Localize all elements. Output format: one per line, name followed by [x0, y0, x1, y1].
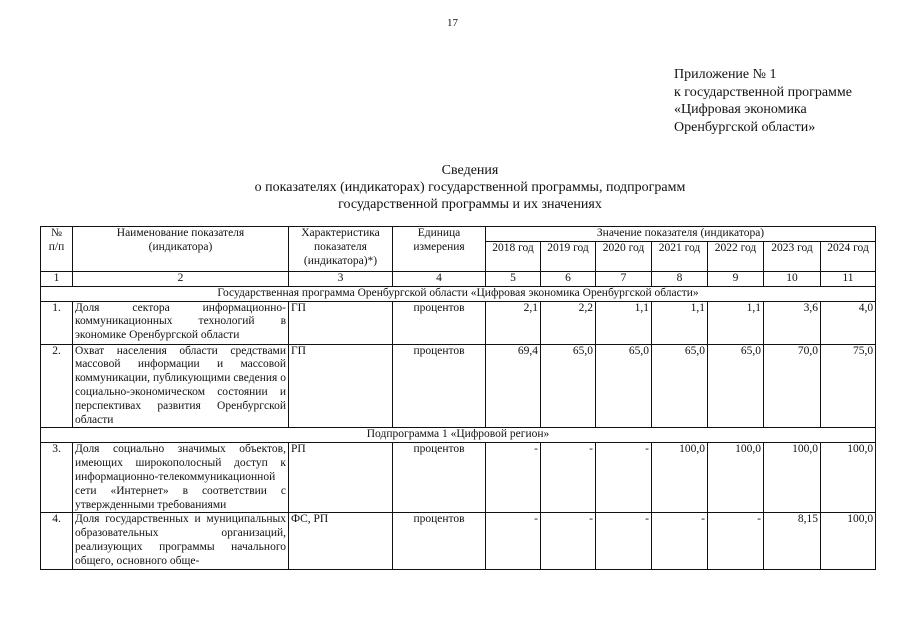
- row-unit: процентов: [393, 513, 486, 569]
- section-program-title: Государственная программа Оренбургской области «Цифровая экономика Оренбургской области»: [41, 286, 876, 301]
- column-number: 1: [41, 271, 73, 286]
- row-unit: процентов: [393, 344, 486, 428]
- row-indicator-name: Охват населения области средствами массовой информации и массовой коммуникации, публикующими сведения о социально-экономическом состоянии и перспективах развития Оренбургской области: [73, 344, 289, 428]
- header-year: 2019 год: [541, 241, 596, 271]
- row-value: -: [541, 513, 596, 569]
- column-number: 6: [541, 271, 596, 286]
- row-value: 69,4: [486, 344, 541, 428]
- row-number: 2.: [41, 344, 73, 428]
- row-value: 65,0: [541, 344, 596, 428]
- appendix-line: «Цифровая экономика: [674, 102, 807, 117]
- header-no: № п/п: [41, 227, 73, 272]
- column-number: 8: [652, 271, 708, 286]
- header-year: 2022 год: [708, 241, 764, 271]
- title-line: о показателях (индикаторах) государственной программы, подпрограмм: [254, 180, 686, 195]
- appendix-block: [674, 66, 852, 136]
- section-row-subprogram: [41, 428, 876, 443]
- document-title: [160, 162, 780, 213]
- title-line: государственной программы и их значениях: [338, 197, 602, 212]
- row-value: -: [596, 513, 652, 569]
- table-row: [41, 301, 876, 344]
- column-number: 7: [596, 271, 652, 286]
- row-characteristic: ГП: [289, 344, 393, 428]
- row-value: -: [652, 513, 708, 569]
- header-row: [41, 227, 876, 242]
- column-numbers-row: [41, 271, 876, 286]
- row-value: 1,1: [596, 301, 652, 344]
- section-row-program: [41, 286, 876, 301]
- row-value: 100,0: [764, 443, 821, 513]
- row-value: 65,0: [652, 344, 708, 428]
- row-characteristic: ФС, РП: [289, 513, 393, 569]
- row-value: -: [486, 513, 541, 569]
- row-value: 100,0: [821, 513, 876, 569]
- row-characteristic: РП: [289, 443, 393, 513]
- appendix-line: к государственной программе: [674, 84, 852, 100]
- header-year: 2018 год: [486, 241, 541, 271]
- header-year: 2024 год: [821, 241, 876, 271]
- row-indicator-name: Доля сектора информационно-коммуникационных технологий в экономике Оренбургской области: [73, 301, 289, 344]
- row-value: -: [708, 513, 764, 569]
- column-number: 4: [393, 271, 486, 286]
- row-value: 4,0: [821, 301, 876, 344]
- column-number: 3: [289, 271, 393, 286]
- header-unit: Единица измерения: [393, 227, 486, 272]
- table-row: [41, 443, 876, 513]
- row-characteristic: ГП: [289, 301, 393, 344]
- row-indicator-name: Доля государственных и муниципальных образовательных организаций, реализующих программы начального общего, основного обще-: [73, 513, 289, 569]
- column-number: 2: [73, 271, 289, 286]
- row-value: -: [541, 443, 596, 513]
- row-value: -: [596, 443, 652, 513]
- row-number: 1.: [41, 301, 73, 344]
- header-characteristic: Характеристика показателя (индикатора)*): [289, 227, 393, 272]
- table-row: [41, 513, 876, 569]
- indicators-table: [40, 226, 876, 570]
- row-value: 75,0: [821, 344, 876, 428]
- row-value: 70,0: [764, 344, 821, 428]
- header-year: 2020 год: [596, 241, 652, 271]
- section-subprogram-title: Подпрограмма 1 «Цифровой регион»: [41, 428, 876, 443]
- row-value: 100,0: [652, 443, 708, 513]
- title-line: Сведения: [441, 163, 499, 178]
- row-number: 4.: [41, 513, 73, 569]
- header-values-group: Значение показателя (индикатора): [486, 227, 876, 242]
- row-value: 8,15: [764, 513, 821, 569]
- row-value: 1,1: [652, 301, 708, 344]
- column-number: 11: [821, 271, 876, 286]
- row-value: 2,2: [541, 301, 596, 344]
- row-value: 2,1: [486, 301, 541, 344]
- row-value: 100,0: [708, 443, 764, 513]
- table-row: [41, 344, 876, 428]
- page-number: 17: [447, 17, 458, 29]
- header-year: 2023 год: [764, 241, 821, 271]
- column-number: 9: [708, 271, 764, 286]
- appendix-line: Приложение № 1: [674, 67, 777, 82]
- appendix-line: Оренбургской области»: [674, 119, 816, 135]
- row-unit: процентов: [393, 443, 486, 513]
- header-year: 2021 год: [652, 241, 708, 271]
- row-value: 65,0: [596, 344, 652, 428]
- row-value: -: [486, 443, 541, 513]
- header-name: Наименование показателя (индикатора): [73, 227, 289, 272]
- column-number: 5: [486, 271, 541, 286]
- row-value: 1,1: [708, 301, 764, 344]
- column-number: 10: [764, 271, 821, 286]
- row-value: 3,6: [764, 301, 821, 344]
- row-value: 100,0: [821, 443, 876, 513]
- row-unit: процентов: [393, 301, 486, 344]
- row-number: 3.: [41, 443, 73, 513]
- row-value: 65,0: [708, 344, 764, 428]
- row-indicator-name: Доля социально значимых объектов, имеющих широкополосный доступ к информационно-телекоммуникационной сети «Интернет» в соответствии с утвержденными требованиями: [73, 443, 289, 513]
